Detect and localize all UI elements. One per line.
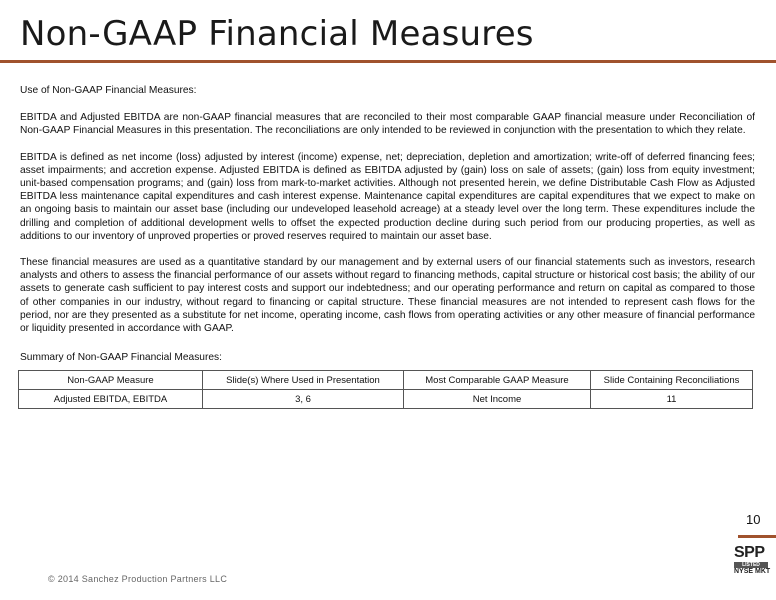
paragraph-ebitda-overview: EBITDA and Adjusted EBITDA are non-GAAP financial measures that are reconciled to their most comparable GAAP financial measure under Reconciliation of Non-GAAP Financial Measures in this presentation. The reconciliations are only intended to be reviewed in conjunction with the presentation to which they relate. bbox=[20, 112, 755, 137]
spp-logo bbox=[734, 545, 774, 579]
column-header: Most Comparable GAAP Measure bbox=[404, 371, 591, 390]
footer-divider bbox=[738, 535, 776, 538]
intro-label: Use of Non-GAAP Financial Measures: bbox=[20, 85, 197, 96]
table-row bbox=[19, 390, 753, 409]
paragraph-usage: These financial measures are used as a quantitative standard by our management and by external users of our financial statements such as investors, research analysts and others to assess the financial performance of our assets without regard to financing methods, capital structure or historical cost basis; the ability of our assets to generate cash sufficient to pay interest costs and support our indebtedness; and our operating performance and return on capital as compared to those of other companies in our industry, without regard to financing or capital structure. These financial measures are not intended to represent cash flows for the period, nor are they presented as a substitute for net income, operating income, cash flows from operating activities or any other measure of financial performance or liquidity presented in accordance with GAAP. bbox=[20, 257, 756, 335]
column-header: Slide Containing Reconciliations bbox=[591, 371, 753, 390]
column-header: Slide(s) Where Used in Presentation bbox=[203, 371, 404, 390]
table-header-row bbox=[19, 371, 753, 390]
table-cell: 3, 6 bbox=[203, 390, 404, 409]
table-cell: Adjusted EBITDA, EBITDA bbox=[19, 390, 203, 409]
title-divider bbox=[0, 60, 776, 63]
paragraph-ebitda-definition: EBITDA is defined as net income (loss) adjusted by interest (income) expense, net; depreciation, depletion and amortization; write-off of deferred financing fees; asset impairments; and accretion expense. Adjusted EBITDA is defined as EBITDA adjusted by (gain) loss on sale of assets; (gain) loss from equity investment; unit-based compensation programs; and (gain) loss from mark-to-market activities. Although not presented herein, we define Distributable Cash Flow as Adjusted EBITDA less maintenance capital expenditures and cash interest expense. Maintenance capital expenditures are capital expenditures that we expect to make on an ongoing basis to maintain our asset base (including our undeveloped leasehold acreage) at a steady level over the long term. These expenditures include the drilling and completion of additional development wells to offset the expected production decline during such period from our producing properties, as well as additions to our inventory of unproved properties or proved reserves required to maintain our asset base. bbox=[20, 151, 755, 242]
logo-listed-band: LISTED bbox=[734, 562, 768, 568]
page-number: 10 bbox=[746, 512, 761, 527]
table-cell: Net Income bbox=[404, 390, 591, 409]
copyright-notice: © 2014 Sanchez Production Partners LLC bbox=[48, 574, 228, 584]
content-body bbox=[20, 84, 755, 409]
logo-exchange: NYSE MKT bbox=[734, 568, 771, 575]
table-cell: 11 bbox=[591, 390, 753, 409]
logo-text: SPP bbox=[734, 544, 765, 561]
page-title: Non-GAAP Financial Measures bbox=[20, 14, 534, 54]
summary-label: Summary of Non-GAAP Financial Measures: bbox=[20, 352, 222, 364]
summary-table bbox=[18, 370, 753, 409]
column-header: Non-GAAP Measure bbox=[19, 371, 203, 390]
